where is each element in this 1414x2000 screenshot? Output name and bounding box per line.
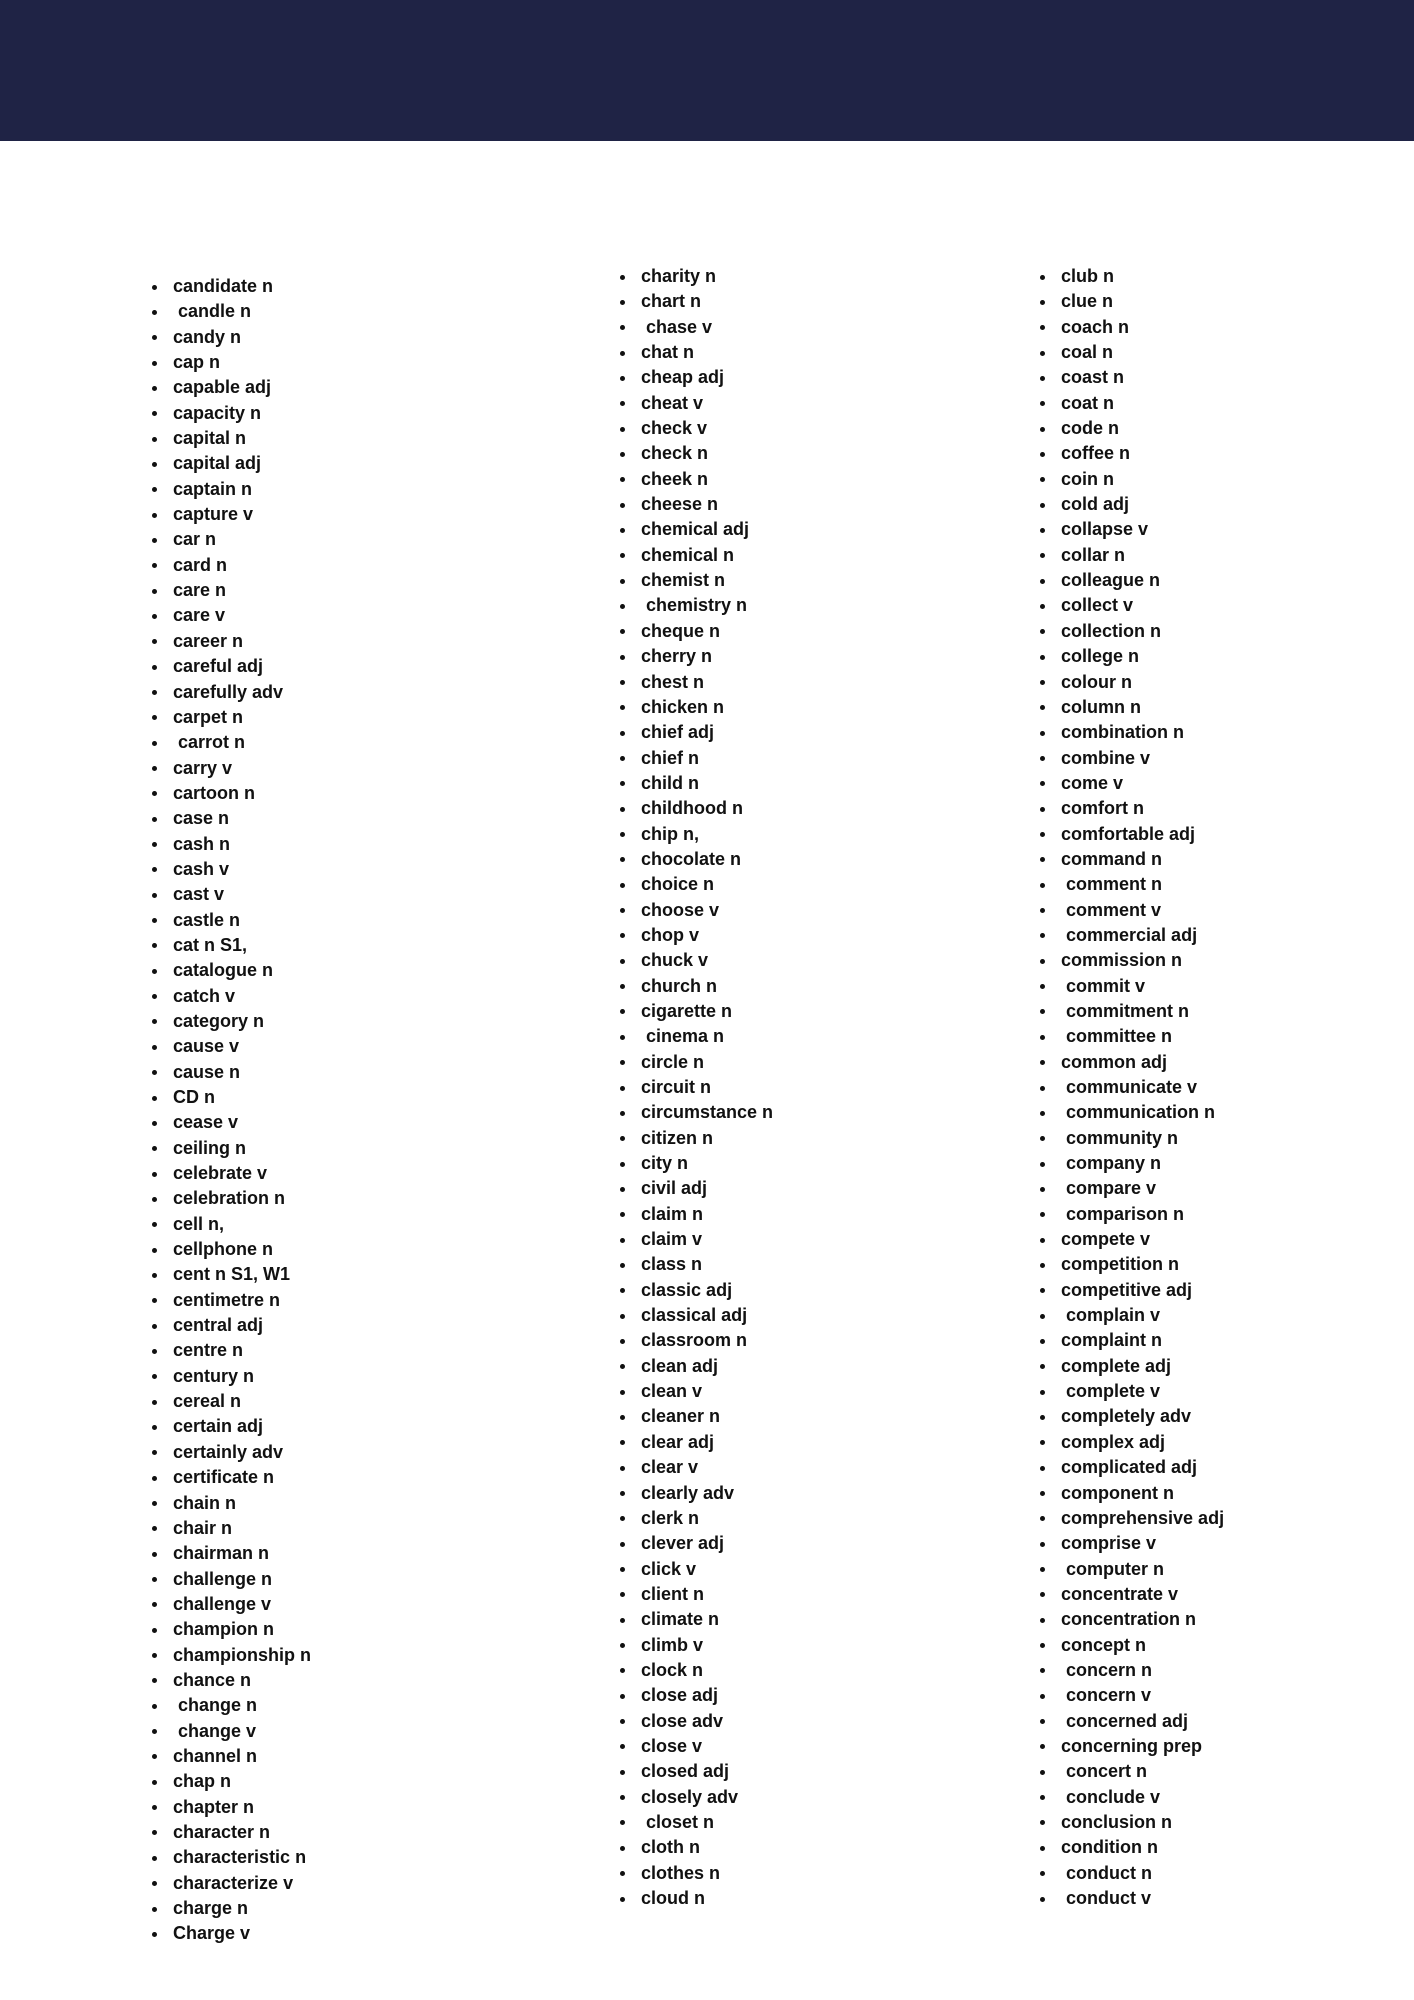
- list-item: chuck v: [616, 948, 773, 973]
- list-item: chip n,: [616, 822, 773, 847]
- list-item: collection n: [1036, 619, 1224, 644]
- list-item: case n: [148, 806, 311, 831]
- list-item: concert n: [1036, 1759, 1224, 1784]
- list-item: civil adj: [616, 1176, 773, 1201]
- list-item: common adj: [1036, 1050, 1224, 1075]
- list-item: condition n: [1036, 1835, 1224, 1860]
- list-item: claim n: [616, 1202, 773, 1227]
- list-item: come v: [1036, 771, 1224, 796]
- list-item: clock n: [616, 1658, 773, 1683]
- list-item: cheek n: [616, 467, 773, 492]
- list-item: computer n: [1036, 1557, 1224, 1582]
- list-item: celebrate v: [148, 1161, 311, 1186]
- list-item: century n: [148, 1364, 311, 1389]
- list-item: challenge n: [148, 1567, 311, 1592]
- list-item: collapse v: [1036, 517, 1224, 542]
- list-item: close v: [616, 1734, 773, 1759]
- list-item: concern n: [1036, 1658, 1224, 1683]
- list-item: change v: [148, 1719, 311, 1744]
- list-item: cherry n: [616, 644, 773, 669]
- list-item: cease v: [148, 1110, 311, 1135]
- list-item: church n: [616, 974, 773, 999]
- list-item: check n: [616, 441, 773, 466]
- list-item: clerk n: [616, 1506, 773, 1531]
- list-item: commit v: [1036, 974, 1224, 999]
- list-item: city n: [616, 1151, 773, 1176]
- list-item: character n: [148, 1820, 311, 1845]
- list-item: cereal n: [148, 1389, 311, 1414]
- list-item: code n: [1036, 416, 1224, 441]
- list-item: climate n: [616, 1607, 773, 1632]
- list-item: capital adj: [148, 451, 311, 476]
- list-item: comfortable adj: [1036, 822, 1224, 847]
- list-item: certainly adv: [148, 1440, 311, 1465]
- list-item: chest n: [616, 670, 773, 695]
- list-item: communication n: [1036, 1100, 1224, 1125]
- list-item: complex adj: [1036, 1430, 1224, 1455]
- list-item: capable adj: [148, 375, 311, 400]
- list-item: carrot n: [148, 730, 311, 755]
- list-item: clue n: [1036, 289, 1224, 314]
- list-item: cigarette n: [616, 999, 773, 1024]
- list-item: choice n: [616, 872, 773, 897]
- list-item: close adj: [616, 1683, 773, 1708]
- list-item: cash n: [148, 832, 311, 857]
- list-item: compare v: [1036, 1176, 1224, 1201]
- list-item: carry v: [148, 756, 311, 781]
- list-item: chase v: [616, 315, 773, 340]
- list-item: change n: [148, 1693, 311, 1718]
- list-item: car n: [148, 527, 311, 552]
- list-item: circumstance n: [616, 1100, 773, 1125]
- list-item: concerned adj: [1036, 1709, 1224, 1734]
- list-item: check v: [616, 416, 773, 441]
- list-item: captain n: [148, 477, 311, 502]
- list-item: catch v: [148, 984, 311, 1009]
- list-item: coast n: [1036, 365, 1224, 390]
- list-item: colour n: [1036, 670, 1224, 695]
- list-item: channel n: [148, 1744, 311, 1769]
- list-item: clean v: [616, 1379, 773, 1404]
- list-item: clever adj: [616, 1531, 773, 1556]
- list-item: concerning prep: [1036, 1734, 1224, 1759]
- list-item: cheap adj: [616, 365, 773, 390]
- list-item: comprehensive adj: [1036, 1506, 1224, 1531]
- list-item: cause n: [148, 1060, 311, 1085]
- word-column-3: [1036, 264, 1224, 1911]
- list-item: centimetre n: [148, 1288, 311, 1313]
- list-item: chapter n: [148, 1795, 311, 1820]
- list-item: cloth n: [616, 1835, 773, 1860]
- list-item: complain v: [1036, 1303, 1224, 1328]
- list-item: conduct v: [1036, 1886, 1224, 1911]
- list-item: comment v: [1036, 898, 1224, 923]
- list-item: childhood n: [616, 796, 773, 821]
- list-item: central adj: [148, 1313, 311, 1338]
- list-item: close adv: [616, 1709, 773, 1734]
- list-item: chief adj: [616, 720, 773, 745]
- list-item: coach n: [1036, 315, 1224, 340]
- list-item: cell n,: [148, 1212, 311, 1237]
- list-item: comment n: [1036, 872, 1224, 897]
- list-item: chemistry n: [616, 593, 773, 618]
- list-item: chemical n: [616, 543, 773, 568]
- list-item: community n: [1036, 1126, 1224, 1151]
- list-item: conclude v: [1036, 1785, 1224, 1810]
- list-item: cap n: [148, 350, 311, 375]
- list-item: complete v: [1036, 1379, 1224, 1404]
- list-item: complaint n: [1036, 1328, 1224, 1353]
- list-item: combination n: [1036, 720, 1224, 745]
- list-item: child n: [616, 771, 773, 796]
- header-band: [0, 0, 1414, 141]
- word-column-1: [148, 274, 311, 1947]
- list-item: celebration n: [148, 1186, 311, 1211]
- list-item: cat n S1,: [148, 933, 311, 958]
- list-item: chance n: [148, 1668, 311, 1693]
- list-item: cleaner n: [616, 1404, 773, 1429]
- list-item: care n: [148, 578, 311, 603]
- list-item: career n: [148, 629, 311, 654]
- list-item: combine v: [1036, 746, 1224, 771]
- list-item: clear adj: [616, 1430, 773, 1455]
- list-item: capital n: [148, 426, 311, 451]
- list-item: category n: [148, 1009, 311, 1034]
- list-item: castle n: [148, 908, 311, 933]
- list-item: closely adv: [616, 1785, 773, 1810]
- list-item: cloud n: [616, 1886, 773, 1911]
- list-item: conclusion n: [1036, 1810, 1224, 1835]
- list-item: cartoon n: [148, 781, 311, 806]
- list-item: chief n: [616, 746, 773, 771]
- list-item: coat n: [1036, 391, 1224, 416]
- list-item: Charge v: [148, 1921, 311, 1946]
- list-item: chair n: [148, 1516, 311, 1541]
- list-item: committee n: [1036, 1024, 1224, 1049]
- list-item: cold adj: [1036, 492, 1224, 517]
- list-item: charge n: [148, 1896, 311, 1921]
- list-item: club n: [1036, 264, 1224, 289]
- list-item: chocolate n: [616, 847, 773, 872]
- list-item: clean adj: [616, 1354, 773, 1379]
- list-item: choose v: [616, 898, 773, 923]
- list-item: company n: [1036, 1151, 1224, 1176]
- list-item: completely adv: [1036, 1404, 1224, 1429]
- list-item: click v: [616, 1557, 773, 1582]
- list-item: catalogue n: [148, 958, 311, 983]
- list-item: collect v: [1036, 593, 1224, 618]
- list-item: college n: [1036, 644, 1224, 669]
- list-item: clothes n: [616, 1861, 773, 1886]
- list-item: cent n S1, W1: [148, 1262, 311, 1287]
- list-item: coin n: [1036, 467, 1224, 492]
- list-item: cash v: [148, 857, 311, 882]
- list-item: colleague n: [1036, 568, 1224, 593]
- list-item: closed adj: [616, 1759, 773, 1784]
- list-item: clear v: [616, 1455, 773, 1480]
- list-item: client n: [616, 1582, 773, 1607]
- list-item: carpet n: [148, 705, 311, 730]
- list-item: certain adj: [148, 1414, 311, 1439]
- list-item: citizen n: [616, 1126, 773, 1151]
- list-item: cast v: [148, 882, 311, 907]
- list-item: chat n: [616, 340, 773, 365]
- list-item: commercial adj: [1036, 923, 1224, 948]
- list-item: circle n: [616, 1050, 773, 1075]
- list-item: cheese n: [616, 492, 773, 517]
- list-item: cellphone n: [148, 1237, 311, 1262]
- list-item: chain n: [148, 1491, 311, 1516]
- list-item: cause v: [148, 1034, 311, 1059]
- list-item: championship n: [148, 1643, 311, 1668]
- list-item: chop v: [616, 923, 773, 948]
- list-item: candle n: [148, 299, 311, 324]
- list-item: complete adj: [1036, 1354, 1224, 1379]
- list-item: chemist n: [616, 568, 773, 593]
- list-item: competitive adj: [1036, 1278, 1224, 1303]
- list-item: carefully adv: [148, 680, 311, 705]
- word-column-2: [616, 264, 773, 1911]
- list-item: clearly adv: [616, 1481, 773, 1506]
- list-item: cheat v: [616, 391, 773, 416]
- list-item: certificate n: [148, 1465, 311, 1490]
- list-item: command n: [1036, 847, 1224, 872]
- list-item: compete v: [1036, 1227, 1224, 1252]
- list-item: class n: [616, 1252, 773, 1277]
- list-item: component n: [1036, 1481, 1224, 1506]
- list-item: concentration n: [1036, 1607, 1224, 1632]
- list-item: chemical adj: [616, 517, 773, 542]
- list-item: cheque n: [616, 619, 773, 644]
- list-item: chart n: [616, 289, 773, 314]
- list-item: comfort n: [1036, 796, 1224, 821]
- list-item: closet n: [616, 1810, 773, 1835]
- list-item: concept n: [1036, 1633, 1224, 1658]
- list-item: champion n: [148, 1617, 311, 1642]
- list-item: concern v: [1036, 1683, 1224, 1708]
- list-item: careful adj: [148, 654, 311, 679]
- list-item: coffee n: [1036, 441, 1224, 466]
- list-item: communicate v: [1036, 1075, 1224, 1100]
- list-item: capacity n: [148, 401, 311, 426]
- list-item: claim v: [616, 1227, 773, 1252]
- list-item: climb v: [616, 1633, 773, 1658]
- list-item: card n: [148, 553, 311, 578]
- list-item: comparison n: [1036, 1202, 1224, 1227]
- list-item: challenge v: [148, 1592, 311, 1617]
- list-item: complicated adj: [1036, 1455, 1224, 1480]
- list-item: care v: [148, 603, 311, 628]
- list-item: collar n: [1036, 543, 1224, 568]
- list-item: commission n: [1036, 948, 1224, 973]
- list-item: candidate n: [148, 274, 311, 299]
- list-item: concentrate v: [1036, 1582, 1224, 1607]
- list-item: chairman n: [148, 1541, 311, 1566]
- list-item: circuit n: [616, 1075, 773, 1100]
- list-item: chap n: [148, 1769, 311, 1794]
- list-item: comprise v: [1036, 1531, 1224, 1556]
- list-item: cinema n: [616, 1024, 773, 1049]
- list-item: CD n: [148, 1085, 311, 1110]
- list-item: conduct n: [1036, 1861, 1224, 1886]
- list-item: charity n: [616, 264, 773, 289]
- list-item: classroom n: [616, 1328, 773, 1353]
- list-item: chicken n: [616, 695, 773, 720]
- list-item: commitment n: [1036, 999, 1224, 1024]
- list-item: classical adj: [616, 1303, 773, 1328]
- list-item: column n: [1036, 695, 1224, 720]
- list-item: classic adj: [616, 1278, 773, 1303]
- list-item: ceiling n: [148, 1136, 311, 1161]
- list-item: capture v: [148, 502, 311, 527]
- list-item: characteristic n: [148, 1845, 311, 1870]
- list-item: competition n: [1036, 1252, 1224, 1277]
- list-item: coal n: [1036, 340, 1224, 365]
- list-item: centre n: [148, 1338, 311, 1363]
- list-item: characterize v: [148, 1871, 311, 1896]
- list-item: candy n: [148, 325, 311, 350]
